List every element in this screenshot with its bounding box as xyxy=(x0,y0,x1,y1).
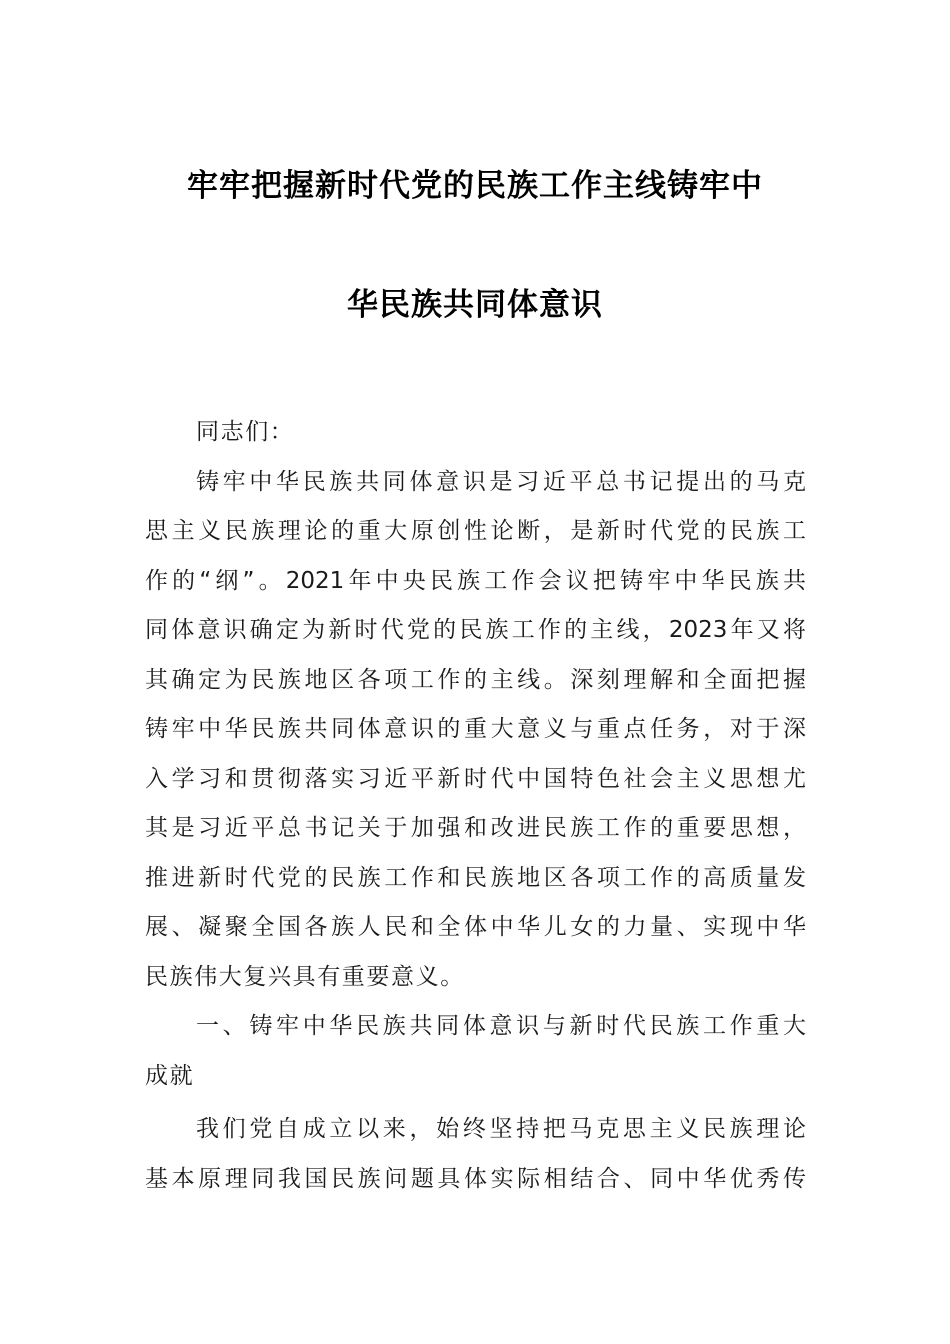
paragraph-intro xyxy=(145,464,806,1009)
document-title-line-1: 牢牢把握新时代党的民族工作主线铸牢中 xyxy=(187,168,763,204)
text-line: 基本原理同我国民族问题具体实际相结合、同中华优秀传 xyxy=(145,1165,806,1192)
text-line: 我们党自成立以来，始终坚持把马克思主义民族理论 xyxy=(196,1116,806,1142)
text-line: 其确定为民族地区各项工作的主线。深刻理解和全面把握 xyxy=(145,666,806,693)
text-line: 入学习和贯彻落实习近平新时代中国特色社会主义思想尤 xyxy=(145,765,806,792)
text-line: 思主义民族理论的重大原创性论断，是新时代党的民族工 xyxy=(145,518,806,544)
document-title-line-2: 华民族共同体意识 xyxy=(347,287,603,323)
paragraph-section-1 xyxy=(145,1111,806,1210)
text-line: 作的“纲”。2021年中央民族工作会议把铸牢中华民族共 xyxy=(145,567,806,594)
text-line: 推进新时代党的民族工作和民族地区各项工作的高质量发 xyxy=(145,864,806,891)
section-heading-1 xyxy=(145,1008,806,1107)
text-line: 铸牢中华民族共同体意识是习近平总书记提出的马克 xyxy=(196,468,806,495)
text-line: 其是习近平总书记关于加强和改进民族工作的重要思想， xyxy=(145,815,806,841)
text-line: 同体意识确定为新时代党的民族工作的主线，2023年又将 xyxy=(145,617,806,643)
document-body xyxy=(145,414,806,1210)
text-line: 展、凝聚全国各族人民和全体中华儿女的力量、实现中华 xyxy=(145,914,806,940)
text-line: 民族伟大复兴具有重要意义。 xyxy=(145,963,465,990)
text-line: 铸牢中华民族共同体意识的重大意义与重点任务，对于深 xyxy=(145,716,806,742)
text-line: 一、铸牢中华民族共同体意识与新时代民族工作重大 xyxy=(196,1013,806,1039)
salutation: 同志们： xyxy=(196,419,295,445)
text-line: 成就 xyxy=(145,1062,195,1089)
